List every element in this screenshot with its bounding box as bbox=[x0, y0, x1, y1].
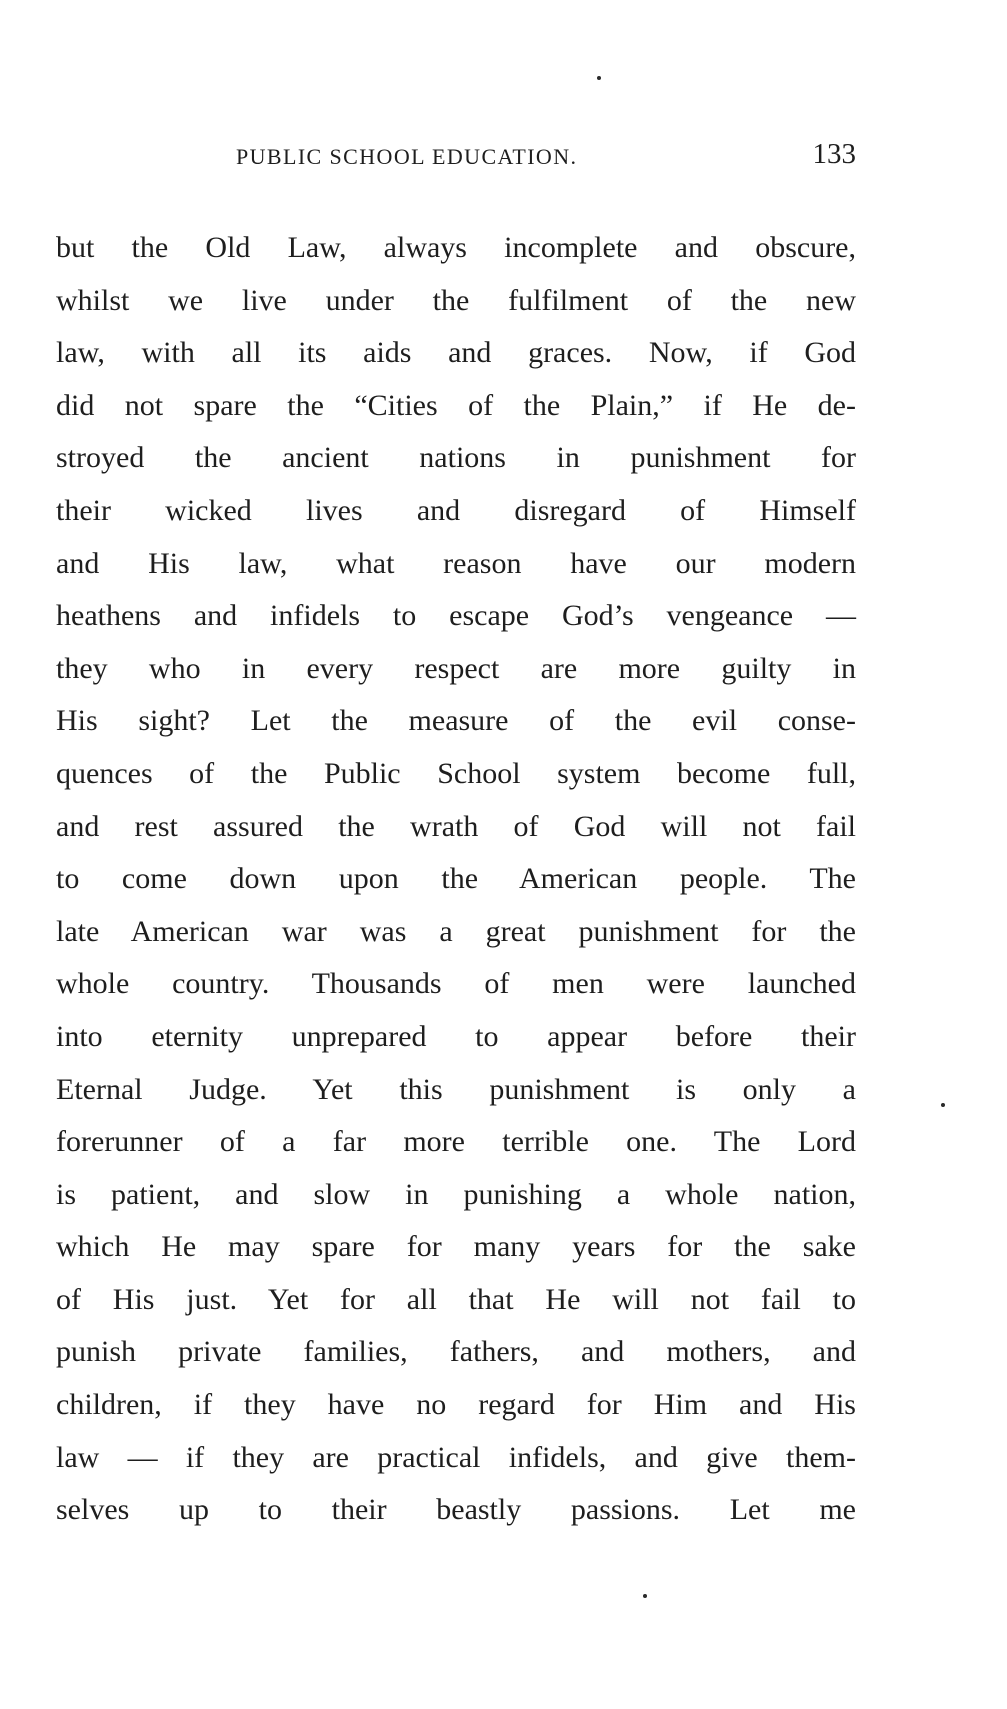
body-text bbox=[56, 222, 856, 1537]
text-line: their wicked lives and disregard of Himself bbox=[56, 493, 856, 527]
text-line: Eternal Judge. Yet this punishment is only a bbox=[56, 1072, 856, 1106]
page-number: 133 bbox=[812, 138, 856, 170]
text-line: quences of the Public School system become full, bbox=[56, 756, 856, 790]
text-line: and His law, what reason have our modern bbox=[56, 546, 856, 580]
text-line: children, if they have no regard for Him and His bbox=[56, 1388, 856, 1422]
ink-speck bbox=[643, 1594, 647, 1598]
text-line: but the Old Law, always incomplete and obscure, bbox=[56, 231, 856, 264]
text-line: whilst we live under the fulfilment of the new bbox=[56, 283, 856, 317]
text-line: did not spare the “Cities of the Plain,” if He de- bbox=[56, 388, 856, 422]
running-head-title: PUBLIC SCHOOL EDUCATION. bbox=[236, 144, 578, 169]
text-line: of His just. Yet for all that He will not fail to bbox=[56, 1282, 856, 1316]
text-line: law — if they are practical infidels, and give them- bbox=[56, 1440, 856, 1474]
text-line: they who in every respect are more guilty in bbox=[56, 651, 856, 685]
ink-speck bbox=[941, 1103, 945, 1107]
text-line: His sight? Let the measure of the evil conse- bbox=[56, 704, 856, 738]
text-line: which He may spare for many years for the sake bbox=[56, 1230, 856, 1264]
text-line: is patient, and slow in punishing a whole nation, bbox=[56, 1177, 856, 1211]
text-line: and rest assured the wrath of God will not fail bbox=[56, 809, 856, 843]
text-line: whole country. Thousands of men were launched bbox=[56, 967, 856, 1001]
text-line: punish private families, fathers, and mothers, and bbox=[56, 1335, 856, 1369]
running-head bbox=[56, 138, 856, 178]
ink-speck bbox=[597, 76, 601, 80]
text-line: heathens and infidels to escape God’s vengeance — bbox=[56, 599, 856, 633]
text-line: into eternity unprepared to appear before their bbox=[56, 1019, 856, 1053]
text-line: law, with all its aids and graces. Now, if God bbox=[56, 336, 856, 370]
text-line: selves up to their beastly passions. Let me bbox=[56, 1493, 856, 1527]
text-line: stroyed the ancient nations in punishment for bbox=[56, 441, 856, 475]
text-line: forerunner of a far more terrible one. The Lord bbox=[56, 1125, 856, 1159]
text-line: late American war was a great punishment for the bbox=[56, 914, 856, 948]
text-line: to come down upon the American people. The bbox=[56, 862, 856, 896]
